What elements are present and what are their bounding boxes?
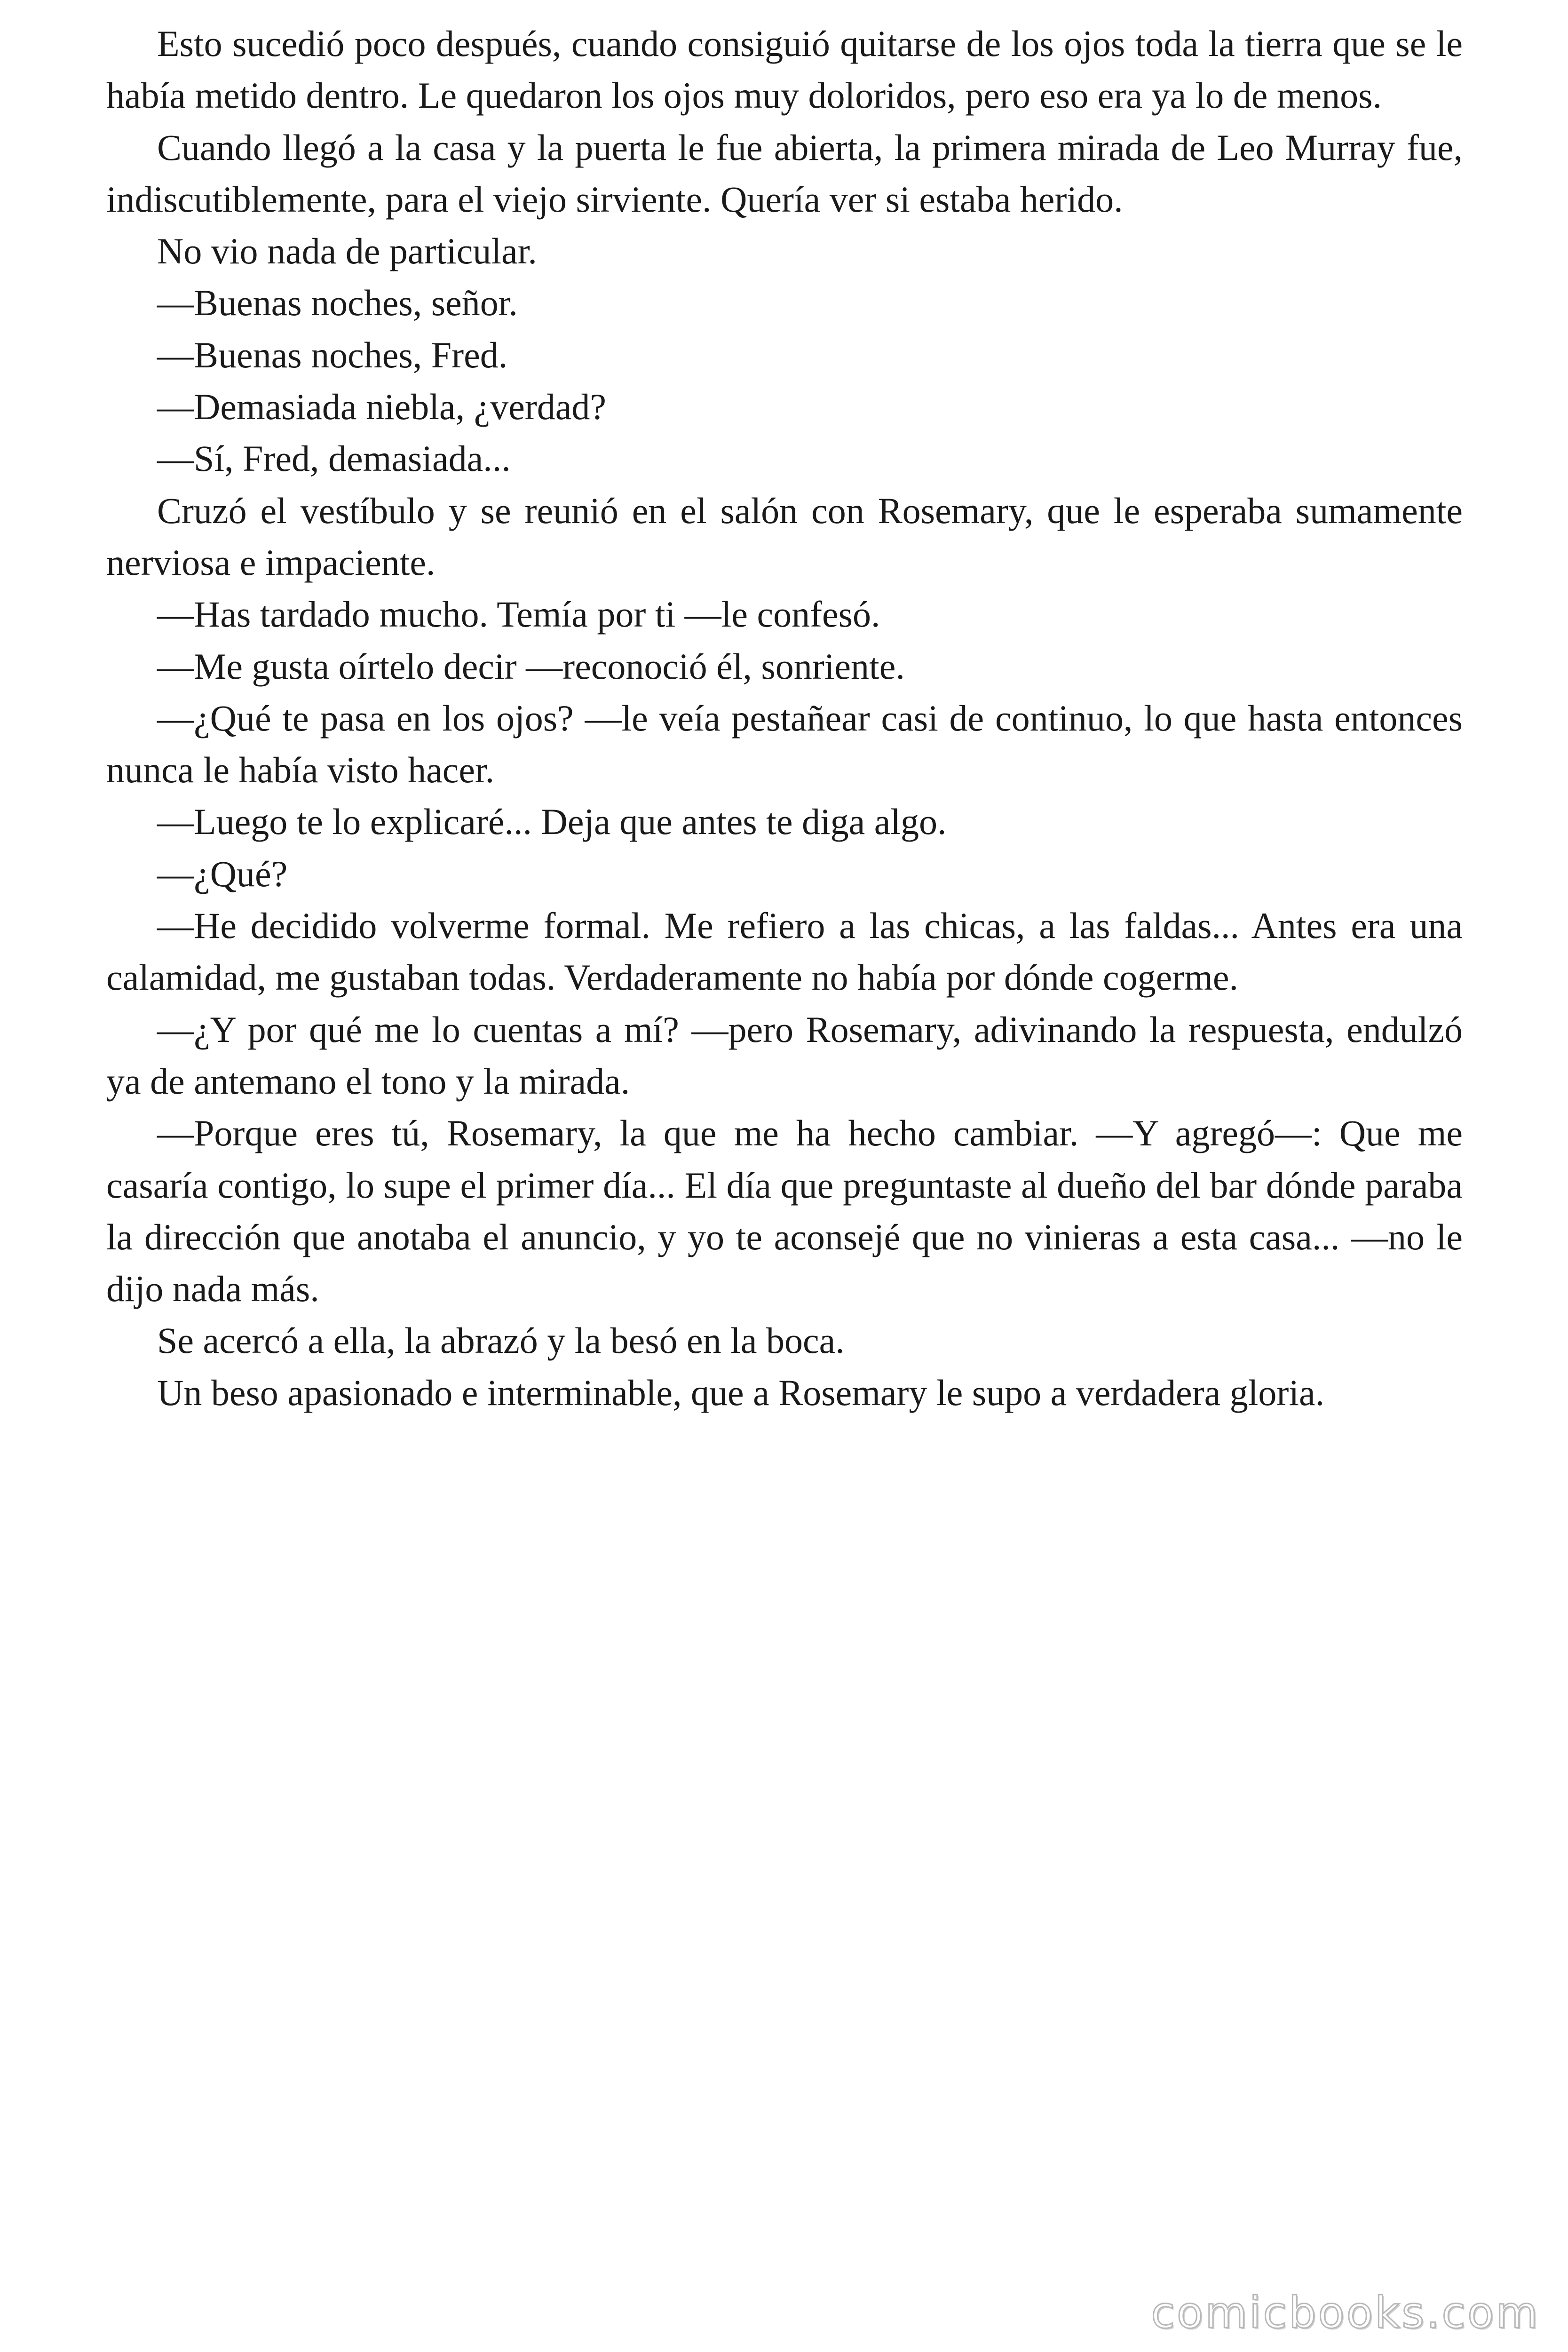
dialogue-line: —¿Qué te pasa en los ojos? —le veía pestañear casi de continuo, lo que hasta entonces nunca le había visto hacer.: [106, 697, 1463, 791]
dialogue-line: —Buenas noches, señor.: [157, 282, 518, 324]
dialogue-line: —¿Y por qué me lo cuentas a mí? —pero Rosemary, adivinando la respuesta, endulzó ya de antemano el tono y la mirada.: [106, 1009, 1463, 1102]
paragraph: Esto sucedió poco después, cuando consiguió quitarse de los ojos toda la tierra que se le había metido dentro. Le quedaron los ojos muy doloridos, pero eso era ya lo de menos.: [106, 23, 1463, 116]
paragraph: Cuando llegó a la casa y la puerta le fue abierta, la primera mirada de Leo Murray fue, indiscutiblemente, para el viejo sirviente. Quería ver si estaba herido.: [106, 127, 1463, 220]
dialogue-line: —Has tardado mucho. Temía por ti —le confesó.: [157, 594, 880, 635]
page-body: [106, 18, 1463, 1419]
watermark-logo: comicbooks.com: [1151, 2288, 1540, 2338]
dialogue-line: —He decidido volverme formal. Me refiero a las chicas, a las faldas... Antes era una calamidad, me gustaban todas. Verdaderamente no había por dónde cogerme.: [106, 905, 1463, 998]
dialogue-line: —Porque eres tú, Rosemary, la que me ha hecho cambiar. —Y agregó—: Que me casaría contigo, lo supe el primer día... El día que preguntaste al dueño del bar dónde paraba la dirección que anotaba el anuncio, y yo te aconsejé que no vinieras a esta casa... —no le dijo nada más.: [106, 1112, 1463, 1310]
paragraph: Cruzó el vestíbulo y se reunió en el salón con Rosemary, que le esperaba sumamente nerviosa e impaciente.: [106, 490, 1463, 583]
paragraph: Un beso apasionado e interminable, que a Rosemary le supo a verdadera gloria.: [157, 1372, 1325, 1413]
dialogue-line: —Luego te lo explicaré... Deja que antes te diga algo.: [157, 801, 947, 842]
dialogue-line: —Buenas noches, Fred.: [157, 334, 508, 375]
dialogue-line: —Me gusta oírtelo decir —reconoció él, sonriente.: [157, 645, 905, 687]
dialogue-line: —¿Qué?: [157, 853, 288, 894]
dialogue-line: —Demasiada niebla, ¿verdad?: [157, 386, 607, 428]
dialogue-line: —Sí, Fred, demasiada...: [157, 438, 511, 479]
paragraph: Se acercó a ella, la abrazó y la besó en la boca.: [157, 1320, 845, 1361]
paragraph: No vio nada de particular.: [157, 230, 537, 272]
